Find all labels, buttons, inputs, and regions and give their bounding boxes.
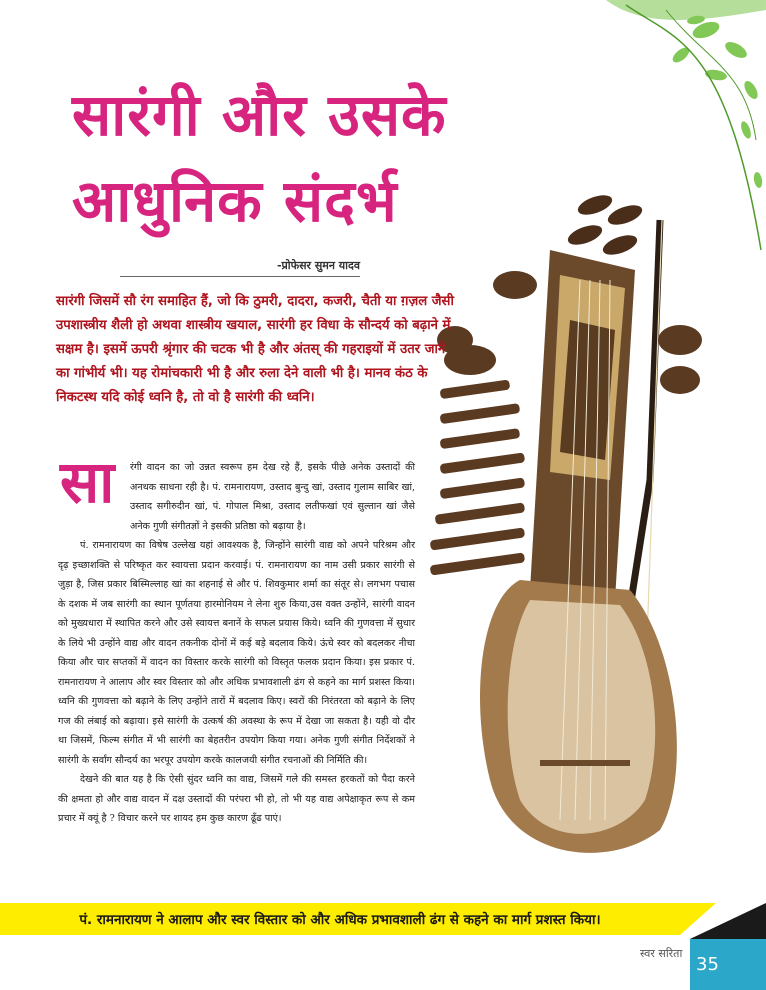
title-line-1: सारंगी और उसके <box>72 81 447 149</box>
body-paragraph-3: देखने की बात यह है कि ऐसी सुंदर ध्वनि का वाद्य, जिसमें गले की समस्त हरकतों को पैदा करने की क्षमता हो और वाद्य वादन में दक्ष उस्तादों की परंपरा भी हो, तो भी यह वाद्य अपेक्षाकृत रूप से कम प्रचार में क्यूं है ? विचार करने पर शायद हम कुछ कारण ढूँढ पाएं। <box>58 774 415 824</box>
sarangi-photo <box>410 180 730 900</box>
pull-quote-banner <box>0 903 680 935</box>
drop-cap: सा <box>60 448 115 516</box>
page-number-tab <box>690 939 766 990</box>
body-paragraph-1 <box>58 458 415 536</box>
paragraph-1-text: रंगी वादन का जो उन्नत स्वरूप हम देख रहे हैं, इसके पीछे अनेक उस्तादों की अनथक साधना रही है। पं. रामनारायण, उस्ताद बुन्दु खां, उस्ताद गुलाम साबिर खां, उस्ताद सगीरुदीन खां, पं. गोपाल मिश्रा, उस्ताद लतीफखां एवं सुल्तान खां जैसे अनेक गुणी संगीतज्ञों ने इसकी प्रतिष्ठा को बढ़ाया है। <box>130 462 415 532</box>
intro-paragraph: सारंगी जिसमें सौ रंग समाहित हैं, जो कि ठुमरी, दादरा, कजरी, चैती या ग़ज़ल जैसी उपशास्त्रीय शैली हो अथवा शास्त्रीय खयाल, सारंगी हर विधा के सौन्दर्य को बढ़ाने में सक्षम है। इसमें ऊपरी श्रृंगार की चटक भी है और अंतस् की गहराइयों में उतर जाने का गांभीर्य भी। यह रोमांचकारी भी है और रुला देने वाली भी है। मानव कंठ के निकटस्थ यदि कोई ध्वनि है, तो वो है सारंगी की ध्वनि। <box>56 294 454 405</box>
article-body <box>58 458 415 829</box>
pull-quote-text: पं. रामनारायण ने आलाप और स्वर विस्तार को और अधिक प्रभावशाली ढंग से कहने का मार्ग प्रशस्त किया। <box>79 912 601 928</box>
page-number: 35 <box>696 954 719 975</box>
title-line-2: आधुनिक संदर्भ <box>72 167 398 235</box>
body-paragraph-2: पं. रामनारायण का विषेष उल्लेख यहां आवश्यक है, जिन्होंने सारंगी वाद्य को अपने परिश्रम और दृढ़ इच्छाशक्ति से परिष्कृत कर स्वायत्ता प्रदान करवाई। पं. रामनारायण का नाम उसी प्रकार सारंगी से जुड़ा है, जिस प्रकार बिस्मिल्लाह खां का शहनाई से और पं. शिवकुमार शर्मा का संतूर से। लगभग पचास के दशक में जब सारंगी का स्थान पूर्णतया हारमोनियम ने लेना शुरु किया,उस वक्त उन्होंने, सारंगी वादन को मुख्यधारा में स्थापित करने और उसे स्वायत्त बनानें के सफल प्रयास किये। ध्वनि की गुणवत्ता में सुधार के लिये भी उन्होंने वाद्य और वादन तकनीक दोनों में कई बड़े बदलाव किये। ऊंचे स्वर को बदलकर नीचा किया और चार सप्तकों में वादन का विस्तार करके सारंगी को विस्तृत फलक प्रदान किया। इस प्रकार पं. रामनारायण ने आलाप और स्वर विस्तार को और अधिक प्रभावशाली ढंग से कहने का मार्ग प्रशस्त किया। ध्वनि की गुणवत्ता को बढ़ाने के लिए उन्होंने तारों में बदलाव किए। स्वरों की निरंतरता को बढ़ाने के लिए गज की लंबाई को बढ़ाया। इसे सारंगी के उत्कर्ष की अवस्था के रूप में देखा जा सकता है। यही वो दौर था जिसमें, फिल्म संगीत में भी सारंगी का बेहतरीन उपयोग किया गया। अनेक गुणी संगीत निर्देशकों ने सारंगी के सर्वांग सौन्दर्य का भरपूर उपयोग करके कालजयी संगीत रचनाओं की निर्मिति की। <box>58 540 415 766</box>
magazine-name: स्वर सरिता <box>640 947 683 960</box>
author-byline: -प्रोफेसर सुमन यादव <box>276 259 360 272</box>
corner-triangle <box>690 903 766 939</box>
byline-rule <box>120 276 360 277</box>
